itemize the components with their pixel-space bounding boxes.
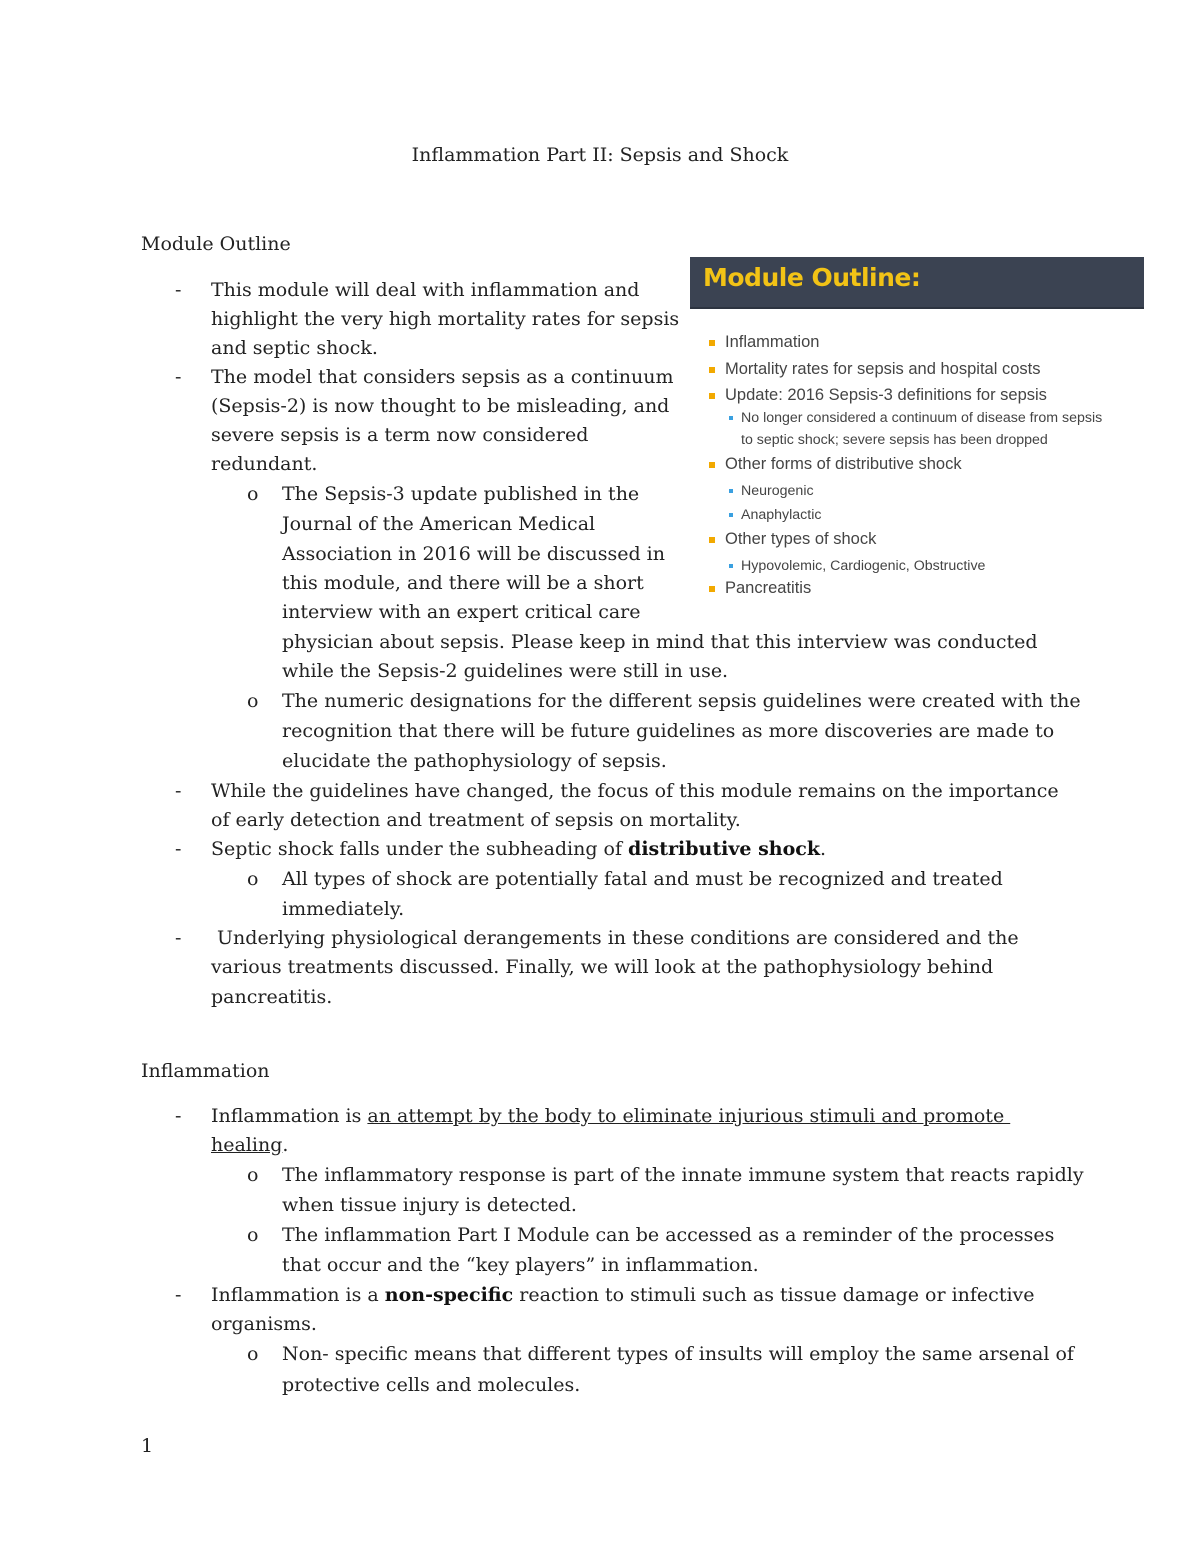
slide-bullet-square xyxy=(709,393,715,399)
outline-text-line: While the guidelines have changed, the focus of this module remains on the importance xyxy=(211,780,1059,802)
circle-bullet: o xyxy=(247,483,259,505)
dash-bullet: - xyxy=(175,1105,182,1127)
outline-subtext-line: interview with an expert critical care xyxy=(282,601,641,623)
page-number: 1 xyxy=(141,1435,154,1457)
slide-item: Mortality rates for sepsis and hospital costs xyxy=(725,360,1041,378)
outline-text-line: of early detection and treatment of sepsis on mortality. xyxy=(211,809,741,831)
outline-subtext-line: recognition that there will be future guidelines as more discoveries are made to xyxy=(282,720,1055,742)
inflammation-subtext-line: The inflammation Part I Module can be accessed as a reminder of the processes xyxy=(282,1224,1055,1246)
section-heading-inflammation: Inflammation xyxy=(141,1060,270,1082)
text-run: Inflammation is xyxy=(211,1105,368,1127)
outline-text-line: Underlying physiological derangements in these conditions are considered and the xyxy=(211,927,1019,949)
slide-item: Pancreatitis xyxy=(725,579,812,597)
slide-subbullet-square xyxy=(729,513,733,517)
slide-title: Module Outline: xyxy=(703,263,921,292)
slide-subbullet-square xyxy=(729,489,733,493)
outline-text-line: (Sepsis-2) is now thought to be misleading, and xyxy=(211,395,670,417)
outline-text-line xyxy=(211,835,826,865)
slide-item: Other types of shock xyxy=(725,530,877,548)
inflammation-subtext-line: that occur and the “key players” in inflammation. xyxy=(282,1254,759,1276)
outline-text-line: severe sepsis is a term now considered xyxy=(211,424,589,446)
text-run: Septic shock falls under the subheading of xyxy=(211,838,629,860)
inflammation-text-line xyxy=(211,1102,1010,1132)
outline-text-line: and septic shock. xyxy=(211,337,378,359)
slide-item: Other forms of distributive shock xyxy=(725,455,962,473)
slide-bullet-square xyxy=(709,586,715,592)
circle-bullet: o xyxy=(247,1224,259,1246)
outline-subtext-line: All types of shock are potentially fatal and must be recognized and treated xyxy=(282,868,1003,890)
bold-term-non-specific: non-specific xyxy=(384,1284,514,1306)
inflammation-subtext-line: when tissue injury is detected. xyxy=(282,1194,577,1216)
slide-subitem: Anaphylactic xyxy=(741,507,822,523)
document-title: Inflammation Part II: Sepsis and Shock xyxy=(411,144,789,166)
outline-text-line: pancreatitis. xyxy=(211,986,333,1008)
outline-text-line: redundant. xyxy=(211,453,318,475)
slide-subitem: Hypovolemic, Cardiogenic, Obstructive xyxy=(741,558,986,574)
slide-bullet-square xyxy=(709,537,715,543)
slide-subbullet-square xyxy=(729,564,733,568)
inflammation-subtext-line: The inflammatory response is part of the innate immune system that reacts rapidly xyxy=(282,1164,1084,1186)
underlined-definition: healing xyxy=(211,1134,283,1156)
outline-subtext-line: this module, and there will be a short xyxy=(282,572,644,594)
dash-bullet: - xyxy=(175,279,182,301)
slide-item: Update: 2016 Sepsis-3 definitions for sepsis xyxy=(725,386,1047,404)
slide-header-bar xyxy=(690,257,1144,309)
circle-bullet: o xyxy=(247,868,259,890)
outline-subtext-line: physician about sepsis. Please keep in mind that this interview was conducted xyxy=(282,631,1038,653)
inflammation-text-line xyxy=(211,1281,1035,1311)
circle-bullet: o xyxy=(247,1343,259,1365)
dash-bullet: - xyxy=(175,838,182,860)
text-run: Inflammation is a xyxy=(211,1284,385,1306)
outline-subtext-line: immediately. xyxy=(282,898,405,920)
bold-term-distributive-shock: distributive shock xyxy=(628,838,821,860)
slide-subitem: Neurogenic xyxy=(741,483,814,499)
slide-subitem: No longer considered a continuum of disease from sepsis xyxy=(741,410,1103,426)
outline-subtext-line: Association in 2016 will be discussed in xyxy=(282,543,665,565)
outline-text-line: highlight the very high mortality rates for sepsis xyxy=(211,308,680,330)
inflammation-subtext-line: protective cells and molecules. xyxy=(282,1374,581,1396)
underlined-definition: an attempt by the body to eliminate injurious stimuli and promote xyxy=(367,1105,1011,1127)
section-heading-module-outline: Module Outline xyxy=(141,233,291,255)
outline-text-line: This module will deal with inflammation and xyxy=(211,279,640,301)
dash-bullet: - xyxy=(175,927,182,949)
slide-item: Inflammation xyxy=(725,333,820,351)
outline-text-line: The model that considers sepsis as a continuum xyxy=(211,366,674,388)
inflammation-text-line: organisms. xyxy=(211,1313,317,1335)
inflammation-text-line xyxy=(211,1131,288,1161)
module-outline-slide xyxy=(690,257,1144,602)
slide-subitem: to septic shock; severe sepsis has been dropped xyxy=(741,432,1048,448)
dash-bullet: - xyxy=(175,1284,182,1306)
inflammation-subtext-line: Non- specific means that different types of insults will employ the same arsenal of xyxy=(282,1343,1074,1365)
dash-bullet: - xyxy=(175,366,182,388)
outline-subtext-line: elucidate the pathophysiology of sepsis. xyxy=(282,750,667,772)
text-run: reaction to stimuli such as tissue damage or infective xyxy=(513,1284,1035,1306)
circle-bullet: o xyxy=(247,690,259,712)
outline-subtext-line: The Sepsis-3 update published in the xyxy=(282,483,640,505)
text-run: . xyxy=(820,838,827,860)
slide-bullet-square xyxy=(709,367,715,373)
dash-bullet: - xyxy=(175,780,182,802)
circle-bullet: o xyxy=(247,1164,259,1186)
slide-subbullet-square xyxy=(729,416,733,420)
slide-bullet-square xyxy=(709,462,715,468)
outline-subtext-line: Journal of the American Medical xyxy=(282,513,596,535)
outline-subtext-line: The numeric designations for the different sepsis guidelines were created with the xyxy=(282,690,1081,712)
outline-subtext-line: while the Sepsis-2 guidelines were still in use. xyxy=(282,660,729,682)
slide-bullet-square xyxy=(709,340,715,346)
outline-text-line: various treatments discussed. Finally, we will look at the pathophysiology behind xyxy=(211,956,994,978)
text-run: . xyxy=(282,1134,289,1156)
